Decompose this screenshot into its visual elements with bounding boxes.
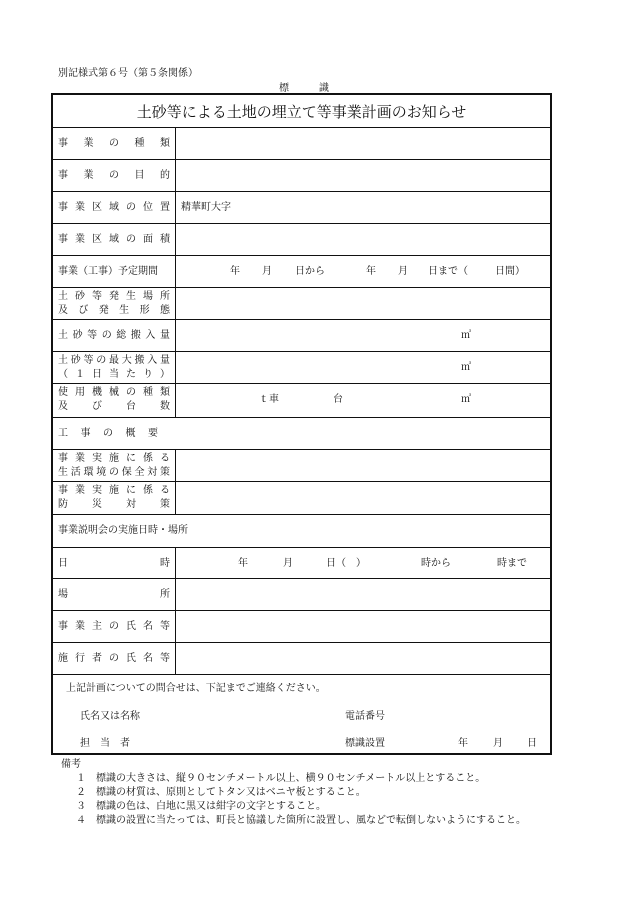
period-day-from: 日から — [295, 266, 325, 277]
label-datetime: 日 時 — [58, 558, 170, 569]
notes-heading: 備考 — [61, 759, 81, 770]
unit-m3-machine: ㎥ — [461, 394, 471, 405]
contact-phone: 電話番号 — [345, 711, 385, 722]
label-env-1: 事 業 実 施 に 係 る — [58, 453, 170, 464]
label-disaster-2: 防 災 対 策 — [58, 499, 170, 510]
label-disaster-1: 事 業 実 施 に 係 る — [58, 485, 170, 496]
contact-day: 日 — [527, 738, 537, 749]
dt-hour-until: 時まで — [497, 558, 527, 569]
dt-month: 月 — [283, 558, 293, 569]
contact-installed: 標識設置 — [345, 738, 385, 749]
contact-year: 年 — [458, 738, 468, 749]
label-origin-2: 及 び 発 生 形 態 — [58, 305, 170, 316]
label-period: 事業（工事）予定期間 — [58, 266, 158, 277]
note-item: ３ 標識の色は、白地に黒又は紺字の文字とすること。 — [76, 801, 326, 812]
label-machine-2: 及 び 台 数 — [58, 401, 170, 412]
contact-month: 月 — [493, 738, 503, 749]
label-env-2: 生 活 環 境 の 保 全 対 策 — [58, 467, 170, 478]
label-contractor: 施 行 者 の 氏 名 等 — [58, 653, 170, 664]
period-days: 日間） — [495, 266, 525, 277]
contact-name: 氏名又は名称 — [80, 711, 140, 722]
unit-m3-total: ㎥ — [461, 330, 471, 341]
period-year-2: 年 — [366, 266, 376, 277]
dt-year: 年 — [238, 558, 248, 569]
machine-truck-unit: ｔ車 — [259, 394, 279, 405]
label-origin-1: 土 砂 等 発 生 場 所 — [58, 291, 170, 302]
sign-heading: 標 識 — [279, 83, 329, 94]
label-machine-1: 使 用 機 械 の 種 類 — [58, 387, 170, 398]
note-item: ２ 標識の材質は、原則としてトタン又はベニヤ板とすること。 — [76, 787, 366, 798]
dt-hour-from: 時から — [421, 558, 451, 569]
label-location: 事 業 区 域 の 位 置 — [58, 202, 170, 213]
value-location: 精華町大字 — [181, 202, 231, 213]
label-briefing: 事業説明会の実施日時・場所 — [58, 525, 188, 536]
label-overview: 工 事 の 概 要 — [58, 428, 158, 439]
note-item: ４ 標識の設置に当たっては、町長と協議した箇所に設置し、風などで転倒しないようにすること。 — [76, 815, 526, 826]
contact-person: 担 当 者 — [80, 738, 130, 749]
label-max-1: 土 砂 等 の 最 大 搬 入 量 — [58, 355, 170, 366]
label-owner: 事 業 主 の 氏 名 等 — [58, 621, 170, 632]
period-year-1: 年 — [230, 266, 240, 277]
label-area: 事 業 区 域 の 面 積 — [58, 234, 170, 245]
note-item: １ 標識の大きさは、縦９０センチメートル以上、横９０センチメートル以上とすること。 — [76, 773, 486, 784]
machine-count-unit: 台 — [333, 394, 343, 405]
label-kind: 事 業 の 種 類 — [58, 138, 170, 149]
form-reference: 別記様式第６号（第５条関係） — [58, 68, 198, 79]
period-day-until: 日まで（ — [428, 266, 468, 277]
period-month-2: 月 — [398, 266, 408, 277]
period-month-1: 月 — [262, 266, 272, 277]
page-title: 土砂等による土地の埋立て等事業計画のお知らせ — [136, 103, 467, 121]
label-place: 場 所 — [58, 589, 170, 600]
unit-m3-max: ㎥ — [461, 362, 471, 373]
label-max-2: （ １ 日 当 た り ） — [58, 369, 170, 380]
label-total: 土 砂 等 の 総 搬 入 量 — [58, 330, 170, 341]
dt-day: 日（ ） — [326, 558, 366, 569]
label-purpose: 事 業 の 目 的 — [58, 170, 170, 181]
contact-intro: 上記計画についての問合せは、下記までご連絡ください。 — [66, 683, 326, 694]
